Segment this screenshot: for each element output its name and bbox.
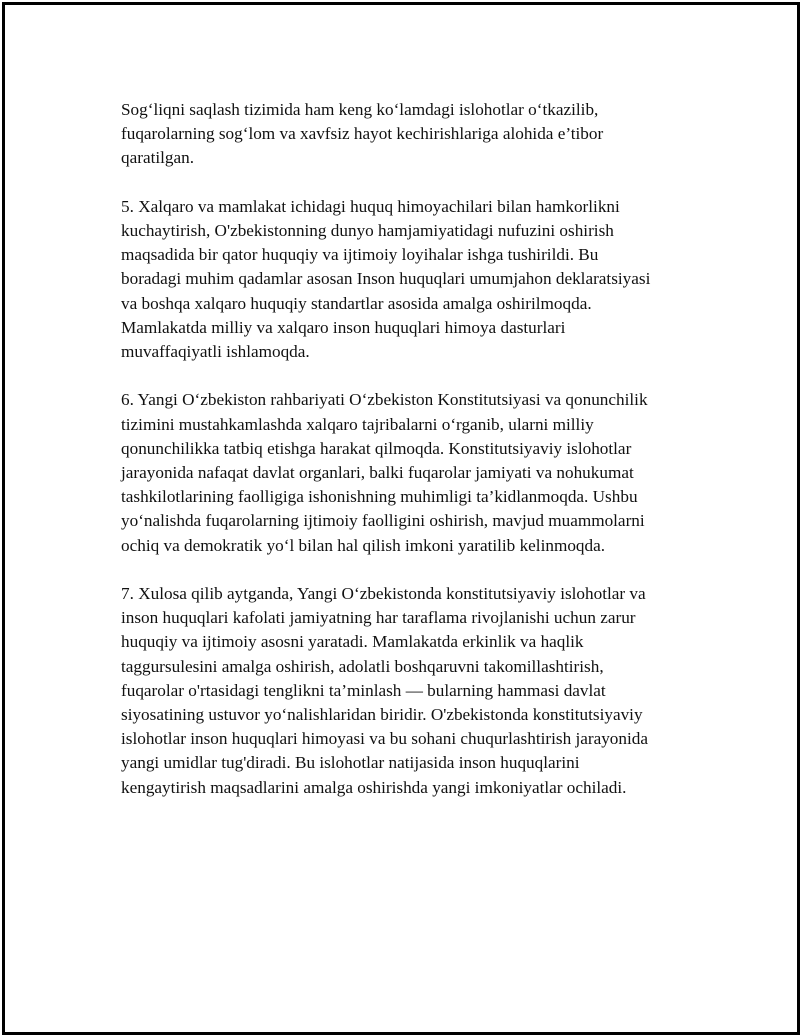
- page-border: [2, 2, 800, 1035]
- text-line: inson huquqlari kafolati jamiyatning har taraflama rivojlanishi uchun zarur: [121, 608, 636, 628]
- text-line: islohotlar inson huquqlari himoyasi va bu sohani chuqurlashtirish jarayonida: [121, 729, 648, 749]
- text-line: muvaffaqiyatli ishlamoqda.: [121, 342, 310, 362]
- text-line: ochiq va demokratik yo‘l bilan hal qilish imkoni yaratilib kelinmoqda.: [121, 535, 606, 555]
- text-line: tashkilotlarining faolligiga ishonishning muhimligi ta’kidlanmoqda. Ushbu: [121, 487, 638, 507]
- paragraph-5-international-cooperation: [121, 195, 701, 364]
- text-line: huquqiy va ijtimoiy asosni yaratadi. Mamlakatda erkinlik va haqlik: [121, 632, 584, 652]
- text-line: qaratilgan.: [121, 148, 195, 168]
- paragraph-7-conclusion: [121, 582, 701, 800]
- text-line: kengaytirish maqsadlarini amalga oshirishda yangi imkoniyatlar ochiladi.: [121, 777, 627, 797]
- text-line: va boshqa xalqaro huquqiy standartlar asosida amalga oshirilmoqda.: [121, 293, 592, 313]
- text-line: jarayonida nafaqat davlat organlari, balki fuqarolar jamiyati va nohukumat: [121, 463, 634, 483]
- paragraph-6-constitutional-reforms: [121, 388, 701, 557]
- text-line: yo‘nalishda fuqarolarning ijtimoiy faolligini oshirish, mavjud muammolarni: [121, 511, 645, 531]
- text-line: kuchaytirish, O'zbekistonning dunyo hamjamiyatidagi nufuzini oshirish: [121, 221, 614, 240]
- text-line: maqsadida bir qator huquqiy va ijtimoiy loyihalar ishga tushirildi. Bu: [121, 245, 599, 265]
- text-line: Sog‘liqni saqlash tizimida ham keng ko‘lamdagi islohotlar o‘tkazilib,: [121, 100, 599, 119]
- text-line: 5. Xalqaro va mamlakat ichidagi huquq himoyachilari bilan hamkorlikni: [121, 196, 620, 216]
- text-line: tizimini mustahkamlashda xalqaro tajribalarni o‘rganib, ularni milliy: [121, 414, 594, 434]
- text-line: siyosatining ustuvor yo‘nalishlaridan biridir. O'zbekistonda konstitutsiyaviy: [121, 705, 643, 725]
- paragraph-healthcare: [121, 98, 701, 171]
- text-line: taggursulesini amalga oshirish, adolatli boshqaruvni takomillashtirish,: [121, 656, 604, 676]
- text-line: fuqarolarning sog‘lom va xavfsiz hayot kechirishlariga alohida e’tibor: [121, 124, 604, 144]
- text-line: qonunchilikka tatbiq etishga harakat qilmoqda. Konstitutsiyaviy islohotlar: [121, 438, 632, 458]
- text-line: boradagi muhim qadamlar asosan Inson huquqlari umumjahon deklaratsiyasi: [121, 269, 651, 289]
- text-line: Mamlakatda milliy va xalqaro inson huquqlari himoya dasturlari: [121, 317, 566, 337]
- text-line: fuqarolar o'rtasidagi tenglikni ta’minlash — bularning hammasi davlat: [121, 680, 606, 700]
- text-line: 7. Xulosa qilib aytganda, Yangi O‘zbekistonda konstitutsiyaviy islohotlar va: [121, 584, 646, 604]
- text-line: yangi umidlar tug'diradi. Bu islohotlar natijasida inson huquqlarini: [121, 753, 580, 773]
- text-line: 6. Yangi O‘zbekiston rahbariyati O‘zbekiston Konstitutsiyasi va qonunchilik: [121, 390, 648, 410]
- document-body: [121, 98, 701, 824]
